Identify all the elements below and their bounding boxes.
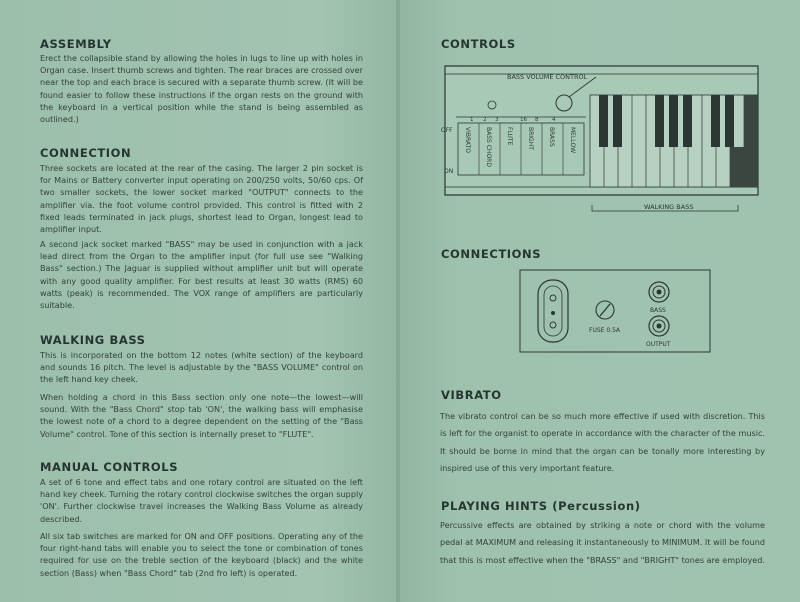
tab-number-5: 8 [535,117,539,123]
assembly-heading: ASSEMBLY [40,37,112,51]
connections-heading: CONNECTIONS [441,247,542,261]
vibrato-text: The vibrato control can be so much more effective if used with discretion. This is left for the organist to operate in accordance with the character of the music. It should be borne in mind that the organ can be tonally more interesting by inspired use of this very important feature. [440,411,765,473]
tab-number-4: 16 [520,117,527,123]
vibrato-heading: VIBRATO [441,388,502,402]
left-page [0,0,398,602]
walking-bass-heading: WALKING BASS [40,333,146,347]
connection-text-1: Three sockets are located at the rear of the casing. The larger 2 pin socket is for Mains or Battery converter input operating on 200/250 volts, 50/60 cps. Of two smaller sockets, the lower socket marked "OUTPUT" connects to the amplifier via. the foot volume control provided. This control is fitted with 2 fixed leads terminated in jack plugs, shortest lead to Organ, longest lead to amplifier input. [40,163,363,235]
playing-hints-text: Percussive effects are obtained by striking a note or chord with the volume pedal at MAXIMUM and releasing it instantaneously to MINIMUM. It will be found that this is most effective when the "BRASS" and "BRIGHT" tones are employed. [440,520,765,565]
tab-bright: BRIGHT [527,127,534,150]
right-page [400,0,800,602]
bass-jack-label: BASS [650,307,666,314]
connection-text-2: A second jack socket marked "BASS" may be used in conjunction with a jack lead direct from the Organ to the amplifier input (for full use see "Walking Bass" section.) The Jaguar is supplied without amplifier unit but will operate with any good quality amplifier. For best results at least 30 watts (RMS) 60 watts (peak) is recommended. The VOX range of amplifiers are particularly suitable. [40,239,363,311]
tab-number-6: 4 [552,117,556,123]
walking-bass-text-2: When holding a chord in this Bass section only one note—the lowest—will sound. With the "Bass Chord" stop tab 'ON', the walking bass will emphasise the lowest note of a chord to a degree dependent on the setting of the "Bass Volume" control. Tone of this section is internally preset to "FLUTE". [40,392,363,439]
playing-hints-heading: PLAYING HINTS (Percussion) [441,499,641,513]
tab-number-3: 3 [495,117,499,123]
tab-number-1: 1 [470,117,474,123]
fuse-label: FUSE 0.5A [589,327,620,334]
manual-controls-heading: MANUAL CONTROLS [40,460,179,474]
tab-bass-chord: BASS CHORD [485,127,492,167]
manual-controls-text-1: A set of 6 tone and effect tabs and one rotary control are situated on the left hand key cheek. Turning the rotary control clockwise switches the organ supply 'ON'. Further clockwise travel increases the Walking Bass Volume as already described. [40,477,363,524]
walking-bass-text-1: This is incorporated on the bottom 12 notes (white section) of the keyboard and sounds 16 pitch. The level is adjustable by the "BASS VOLUME" control on the left hand key cheek. [40,350,363,385]
connection-heading: CONNECTION [40,146,132,160]
controls-heading: CONTROLS [441,37,516,51]
on-label: ON [444,168,454,175]
manual-controls-text-2: All six tab switches are marked for ON and OFF positions. Operating any of the four right-hand tabs will enable you to select the tone or combination of tones required for use on the treble section of the keyboard (black) and the white section (Bass) when "Bass Chord" tab (2nd fro left) is operated. [40,531,363,578]
off-label: OFF [441,127,453,134]
tab-flute: FLUTE [506,127,513,146]
tab-brass: BRASS [548,127,555,147]
tab-vibrato: VIBRATO [464,127,471,153]
controls-diagram [400,55,780,225]
output-jack-label: OUTPUT [646,341,671,348]
assembly-text: Erect the collapsible stand by allowing the holes in lugs to line up with holes in Organ case. Insert thumb screws and tighten. The rear braces are crossed over near the top and each brace is secured with a separate thumb screw. (It will be found easier to follow these instructions if the organ rests on the ground with the keyboard in a vertical position while the stand is being assembled as outlined.) [40,53,363,125]
keyboard [590,95,758,187]
tab-mellow: MELLOW [569,127,576,154]
connections-diagram [518,268,718,358]
bass-volume-label: BASS VOLUME CONTROL [507,73,588,81]
tab-number-2: 2 [483,117,487,123]
walking-bass-label: WALKING BASS [644,203,694,211]
